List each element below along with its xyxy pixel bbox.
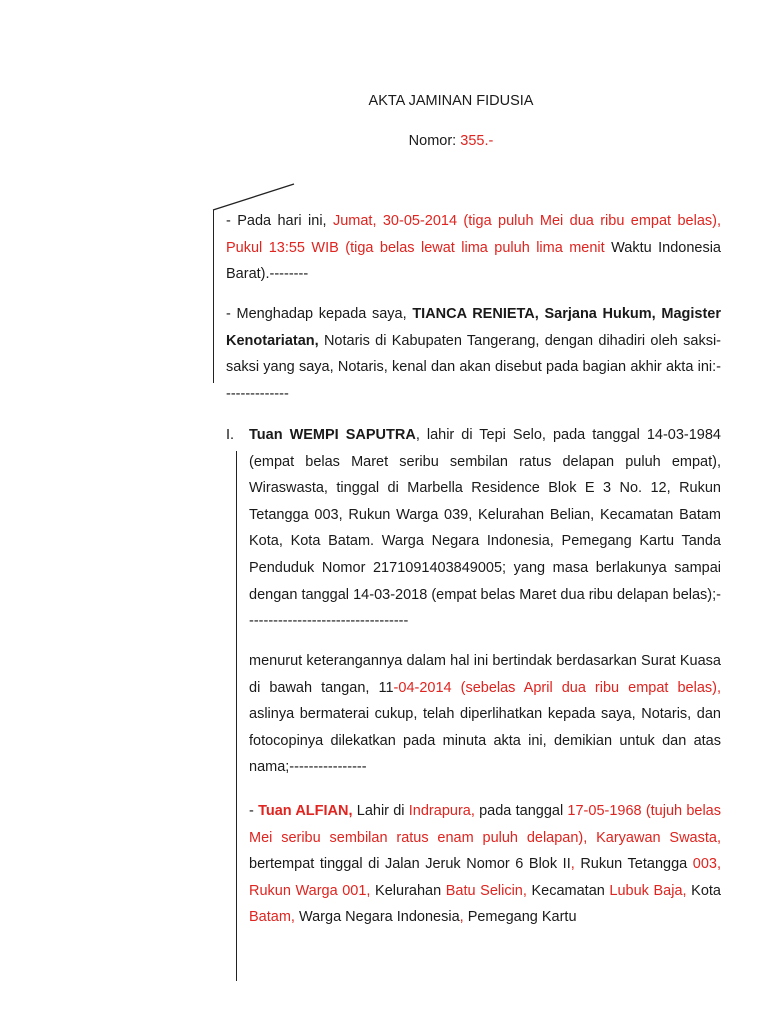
p5-kecamatan: Lubuk Baja, [609,882,687,899]
paragraph-notary [226,301,721,407]
nomor-label: Nomor: [408,133,461,149]
p5-s5: pada tanggal [474,803,568,819]
document-number [0,133,768,149]
party-1-details: , lahir di Tepi Selo, pada tanggal 14-03-1984 (empat belas Maret seribu sembilan ratus delapan puluh empat), Wiraswasta, tinggal di Marbella Residence Blok E 3 No. 12, Rukun Tetangga 003, Rukun Warga 039, Kelurahan Belian, Kecamatan Batam Kota, Kota Batam. Warga Negara Indonesia, Pemegang Kartu Tanda Penduduk Nomor 2171091403849005; yang masa berlakunya sampai dengan tanggal 14-03-2018 (empat belas Maret dua ribu delapan belas);---------------------------------- [249,427,721,630]
margin-line-top [213,210,214,383]
p5-kelurahan: Batu Selicin, [445,882,527,899]
p2-text-c: Notaris di Kabupaten Tangerang, dengan dihadiri oleh saksi-saksi yang saya, Notaris, kenal dan akan disebut pada bagian akhir akta ini:-------------- [226,332,721,402]
p5-rt-rw: 003, Rukun Warga 001, [249,856,721,899]
paragraph-date [226,208,721,288]
p4-power-date: -04-2014 (sebelas April dua ribu empat belas), [393,679,721,696]
paragraph-party-2 [249,798,721,931]
party-2-name: Tuan ALFIAN, [258,803,353,819]
p5-s7: bertempat tinggal di Jalan Jeruk Nomor 6 Blok II [249,856,571,873]
p2-notary-name: TIANCA RENIETA, Sarjana Hukum, Magister Kenotariatan, [226,306,721,349]
p5-s19: Pemegang Kartu [463,909,577,926]
p5-s8: , [570,856,575,873]
p5-s17: Warga Negara Indonesia [294,909,460,926]
p1-text-c: Waktu Indonesia Barat).-------- [226,239,721,283]
p5-kota: Batam, [249,909,295,926]
p2-text-a: - Menghadap kepada saya, [226,306,413,322]
p5-s1: - [249,803,259,819]
p5-birthplace: Indrapura, [408,803,475,819]
p5-s11: Kelurahan [370,882,446,899]
party-1-name: Tuan WEMPI SAPUTRA [249,427,416,443]
p4-text-a: menurut keterangannya dalam hal ini bertindak berdasarkan Surat Kuasa di bawah tangan, 11 [249,653,721,696]
p5-s9: Rukun Tetangga [574,856,693,873]
paragraph-party-1 [249,422,721,635]
nomor-value: 355.- [460,133,494,149]
p1-date-time: Jumat, 30-05-2014 (tiga puluh Mei dua ribu empat belas), Pukul 13:55 WIB (tiga belas lewat lima puluh lima menit [226,213,721,256]
p5-birthdate-job: 17-05-1968 (tujuh belas Mei seribu sembilan ratus enam puluh delapan), Karyawan Swasta, [249,803,721,846]
p5-s3: Lahir di [352,803,409,819]
margin-line-bottom [236,451,237,981]
document-title: AKTA JAMINAN FIDUSIA [368,93,534,109]
p5-s15: Kota [686,882,721,899]
p5-s13: Kecamatan [526,882,610,899]
p1-text-a: - Pada hari ini, [226,213,333,229]
item-number: I. [226,427,235,443]
p4-text-c: aslinya bermaterai cukup, telah diperlihatkan kepada saya, Notaris, dan fotocopinya dilekatkan pada minuta akta ini, demikian untuk dan atas nama;---------------- [249,706,721,776]
p5-s18: , [459,909,464,926]
paragraph-authority [249,648,721,781]
